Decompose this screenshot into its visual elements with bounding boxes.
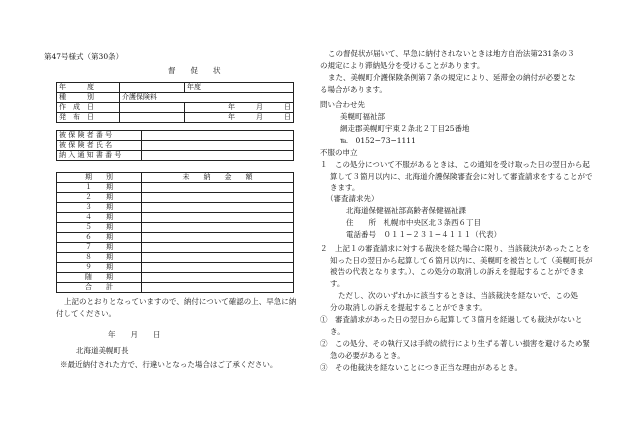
contact-address: 網走郡美幌町宇東２条北２丁目25番地 [340,124,470,133]
amount-cell [142,223,294,233]
table-row [57,283,294,293]
period-cell: ６ 期 [57,233,142,243]
row-value-issued [120,113,185,123]
period-cell: ４ 期 [57,213,142,223]
exception-item-2: ② この処分、その執行又は手続の続行により生ずる著しい損害を避けるため緊急の必要があるとき。 [320,339,590,360]
notice-number-value [142,151,294,161]
table-row [57,273,294,283]
period-cell: １ 期 [57,183,142,193]
period-cell: ３ 期 [57,203,142,213]
notice-number-label: 納 入 通 知 書 番 号 [57,151,142,161]
appeal-item-2-proviso: ただし、次のいずれかに該当するときは、当該裁決を経ないで、この処分の取消しの訴えを提起することができます。 [330,291,578,312]
table-row [57,93,294,103]
period-cell: ８ 期 [57,253,142,263]
review-heading: （審査請求先） [326,194,379,203]
period-cell: 合 計 [57,283,142,293]
period-header: 期 別 [57,173,142,183]
contact-heading: 問い合わせ先 [320,100,365,109]
table-row [57,213,294,223]
period-cell: ５ 期 [57,223,142,233]
table-row [57,233,294,243]
table-row [57,141,294,151]
table-row [57,203,294,213]
row-note-year: 年度 [185,83,294,93]
row-value-created [120,103,185,113]
period-cell: ９ 期 [57,263,142,273]
row-label-year: 年 度 [57,83,120,93]
row-note-issued: 年 月 日 [185,113,294,123]
contact-name: 美幌町福祉部 [340,112,385,121]
payment-notice: 上記のとおりとなっていますので、納付について確認の上、早急に納付してください。 [56,297,297,318]
amount-cell [142,193,294,203]
insured-table [56,130,294,161]
amount-cell [142,203,294,213]
review-name: 北海道保健福祉部高齢者保健福祉課 [346,206,466,215]
insured-name-label: 被 保 険 者 氏 名 [57,141,142,151]
amount-cell [142,183,294,193]
table-row [57,253,294,263]
table-row [57,151,294,161]
period-table [56,172,294,293]
insured-number-value [142,131,294,141]
table-row [57,263,294,273]
row-label-created: 作 成 日 [57,103,120,113]
amount-cell [142,253,294,263]
warning-para-2: また、美幌町介護保険条例第７条の規定により、延滞金の納付が必要となる場合があります。 [320,73,576,94]
table-row [57,83,294,93]
row-note-created: 年 月 日 [185,103,294,113]
contact-tel: ℡ 0152−73−1111 [340,136,416,145]
row-value-year [120,83,185,93]
amount-cell [142,243,294,253]
form-title: 督 促 状 [168,66,221,75]
table-row [57,223,294,233]
table-row [57,103,294,113]
footnote: ※最近納付された方で、行違いとなった場合はご了承ください。 [60,360,278,369]
review-tel: 電話番号 ０１１−２３１−４１１１（代表） [346,230,502,239]
row-label-type: 種 別 [57,93,120,103]
amount-cell [142,213,294,223]
amount-cell [142,273,294,283]
amount-cell [142,263,294,273]
row-value-type: 介護保険料 [120,93,294,103]
exception-item-3: ③ その他裁決を経ないことにつき正当な理由があるとき。 [320,363,523,372]
info-table [56,82,294,123]
period-cell: ２ 期 [57,193,142,203]
period-cell: 随 期 [57,273,142,283]
table-row [57,193,294,203]
appeal-item-2: ２ 上記１の審査請求に対する裁決を経た場合に限り、当該裁決があったことを知った日の翌日から起算して６箇月以内に、美幌町を被告として（美幌町長が被告の代表となります。）、この処分の取消しの訴えを提起することができます。 [320,244,593,288]
amount-cell [142,283,294,293]
appeal-item-1: １ この処分について不服があるときは、この通知を受け取った日の翌日から起算して３箇月以内に、北海道介護保険審査会に対して審査請求をすることができます。 [320,160,593,192]
review-address: 住 所 札幌市中央区北３条西６丁目 [346,218,481,227]
insured-name-value [142,141,294,151]
insured-number-label: 被 保 険 者 番 号 [57,131,142,141]
table-row [57,183,294,193]
warning-para-1: この督促状が届いて、早急に納付されないときは地方自治法第231条の３の規定により滞納処分を受けることがあります。 [320,49,575,70]
amount-cell [142,233,294,243]
table-row [57,131,294,141]
row-label-issued: 発 布 日 [57,113,120,123]
appeal-heading: 不服の申立 [320,148,358,157]
issuer: 北海道美幌町長 [76,346,129,355]
exception-item-1: ① 審査請求があった日の翌日から起算して３箇月を経過しても裁決がないとき。 [320,315,583,336]
table-row [57,113,294,123]
amount-header: 未 納 金 額 [142,173,294,183]
table-row [57,243,294,253]
issue-date: 年 月 日 [108,330,161,339]
period-cell: ７ 期 [57,243,142,253]
table-header-row [57,173,294,183]
form-number: 第47号様式（第30条） [44,52,124,61]
